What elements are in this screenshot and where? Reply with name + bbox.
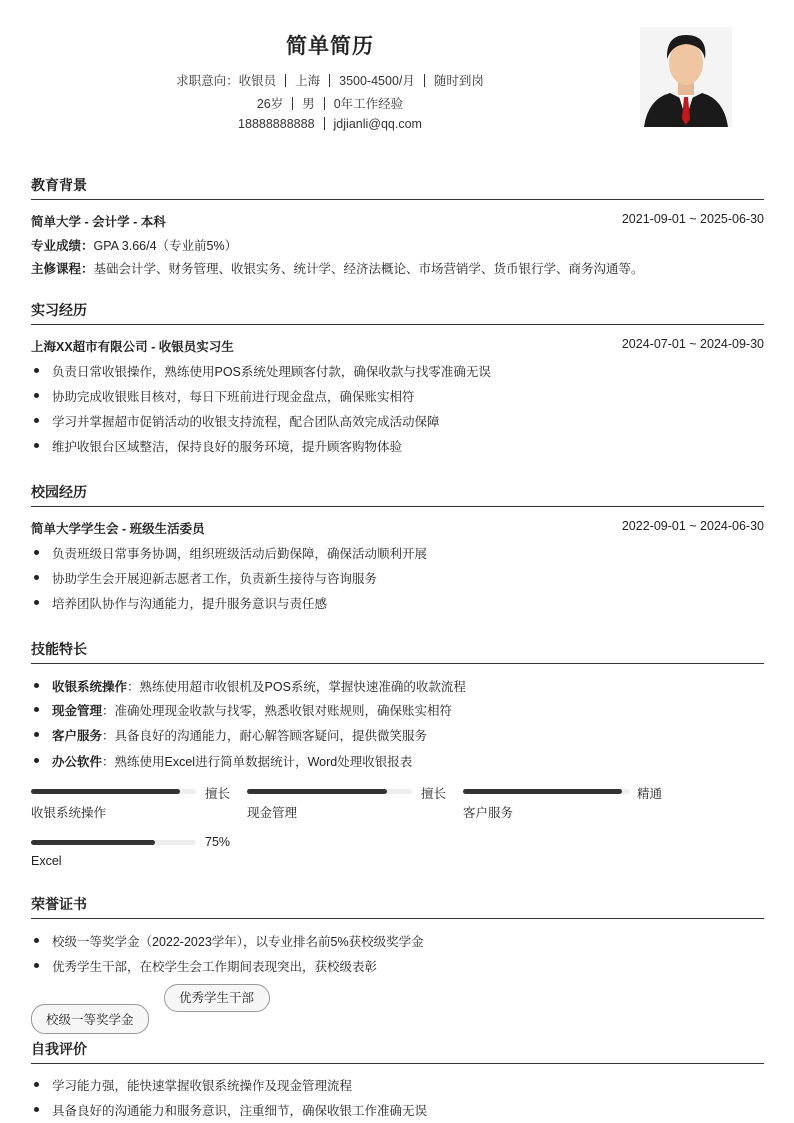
age: 26岁 [256,97,284,111]
list-item: 具备良好的沟通能力和服务意识，注重细节，确保收银工作准确无误 [52,1101,427,1119]
personal-line [0,94,660,112]
list-item: 负责日常收银操作，熟练使用POS系统处理顾客付款，确保收款与找零准确无误 [52,362,491,380]
section-self-evaluation: 自我评价 [31,1039,764,1064]
list-item: 学习并掌握超市促销活动的收银支持流程，配合团队高效完成活动保障 [52,412,440,430]
honor-tag: 校级一等奖学金 [31,1004,149,1034]
score: GPA 3.66/4（专业前5%） [93,239,238,253]
gender: 男 [302,97,315,111]
phone: 18888888888 [238,117,315,131]
avatar-photo [640,27,732,127]
resume-title: 简单简历 [286,35,374,58]
section-honors: 荣誉证书 [31,894,764,919]
campus-org: 简单大学学生会 - 班级生活委员 [31,522,205,536]
skill-level: 擅长 [421,787,447,801]
section-skills: 技能特长 [31,639,764,664]
skill-bar [31,789,196,794]
internship-date: 2024-07-01 ~ 2024-09-30 [621,337,764,351]
skill-name: Excel [31,854,62,868]
list-item: 现金管理：准确处理现金收款与找零，熟悉收银对账规则，确保账实相符 [52,701,452,719]
list-item: 客户服务：具备良好的沟通能力，耐心解答顾客疑问，提供微笑服务 [52,726,427,744]
list-item: 培养团队协作与沟通能力，提升服务意识与责任感 [52,594,327,612]
list-item: 校级一等奖学金（2022-2023学年），以专业排名前5%获校级奖学金 [52,932,424,950]
course-label: 主修课程： [31,262,94,276]
list-item: 收银系统操作：熟练使用超市收银机及POS系统，掌握快速准确的收款流程 [52,677,466,695]
list-item: 办公软件：熟练使用Excel进行简单数据统计，Word处理收银报表 [52,752,412,770]
section-education: 教育背景 [31,175,764,200]
job-intent: 求职意向：收银员 [176,74,277,88]
skill-bar [31,840,196,845]
list-item: 协助完成收银账目核对，每日下班前进行现金盘点，确保账实相符 [52,387,415,405]
skill-bar-fill [463,789,622,794]
skill-bar [247,789,412,794]
contact-line [0,117,660,131]
list-item: 维护收银台区域整洁，保持良好的服务环境，提升顾客购物体验 [52,437,402,455]
section-internship: 实习经历 [31,300,764,325]
skill-level: 精通 [637,787,663,801]
salary: 3500-4500/月 [339,74,415,88]
courses: 基础会计学、财务管理、收银实务、统计学、经济法概论、市场营销学、货币银行学、商务沟通等。 [93,262,644,276]
list-item: 负责班级日常事务协调，组织班级活动后勤保障，确保活动顺利开展 [52,544,427,562]
city: 上海 [295,74,321,88]
availability: 随时到岗 [433,74,484,88]
skill-name: 客户服务 [463,806,514,820]
experience: 0年工作经验 [333,97,404,111]
school: 简单大学 - 会计学 - 本科 [31,215,166,229]
skill-level: 擅长 [205,787,231,801]
email: jdjianli@qq.com [333,117,422,131]
list-item: 协助学生会开展迎新志愿者工作，负责新生接待与咨询服务 [52,569,377,587]
job-intent-line [0,71,660,89]
list-item: 优秀学生干部，在校学生会工作期间表现突出，获校级表彰 [52,957,377,975]
honor-tag: 优秀学生干部 [164,984,270,1012]
skill-name: 收银系统操作 [31,806,107,820]
list-item: 学习能力强，能快速掌握收银系统操作及现金管理流程 [52,1076,352,1094]
education-date: 2021-09-01 ~ 2025-06-30 [621,212,764,226]
skill-bar-fill [31,789,180,794]
section-campus: 校园经历 [31,482,764,507]
internship-org: 上海XX超市有限公司 - 收银员实习生 [31,340,234,354]
skill-name: 现金管理 [247,806,298,820]
campus-date: 2022-09-01 ~ 2024-06-30 [621,519,764,533]
skill-bar [463,789,630,794]
skill-bar-fill [31,840,155,845]
score-label: 专业成绩： [31,239,94,253]
skill-bar-fill [247,789,387,794]
skill-level: 75% [205,835,231,849]
